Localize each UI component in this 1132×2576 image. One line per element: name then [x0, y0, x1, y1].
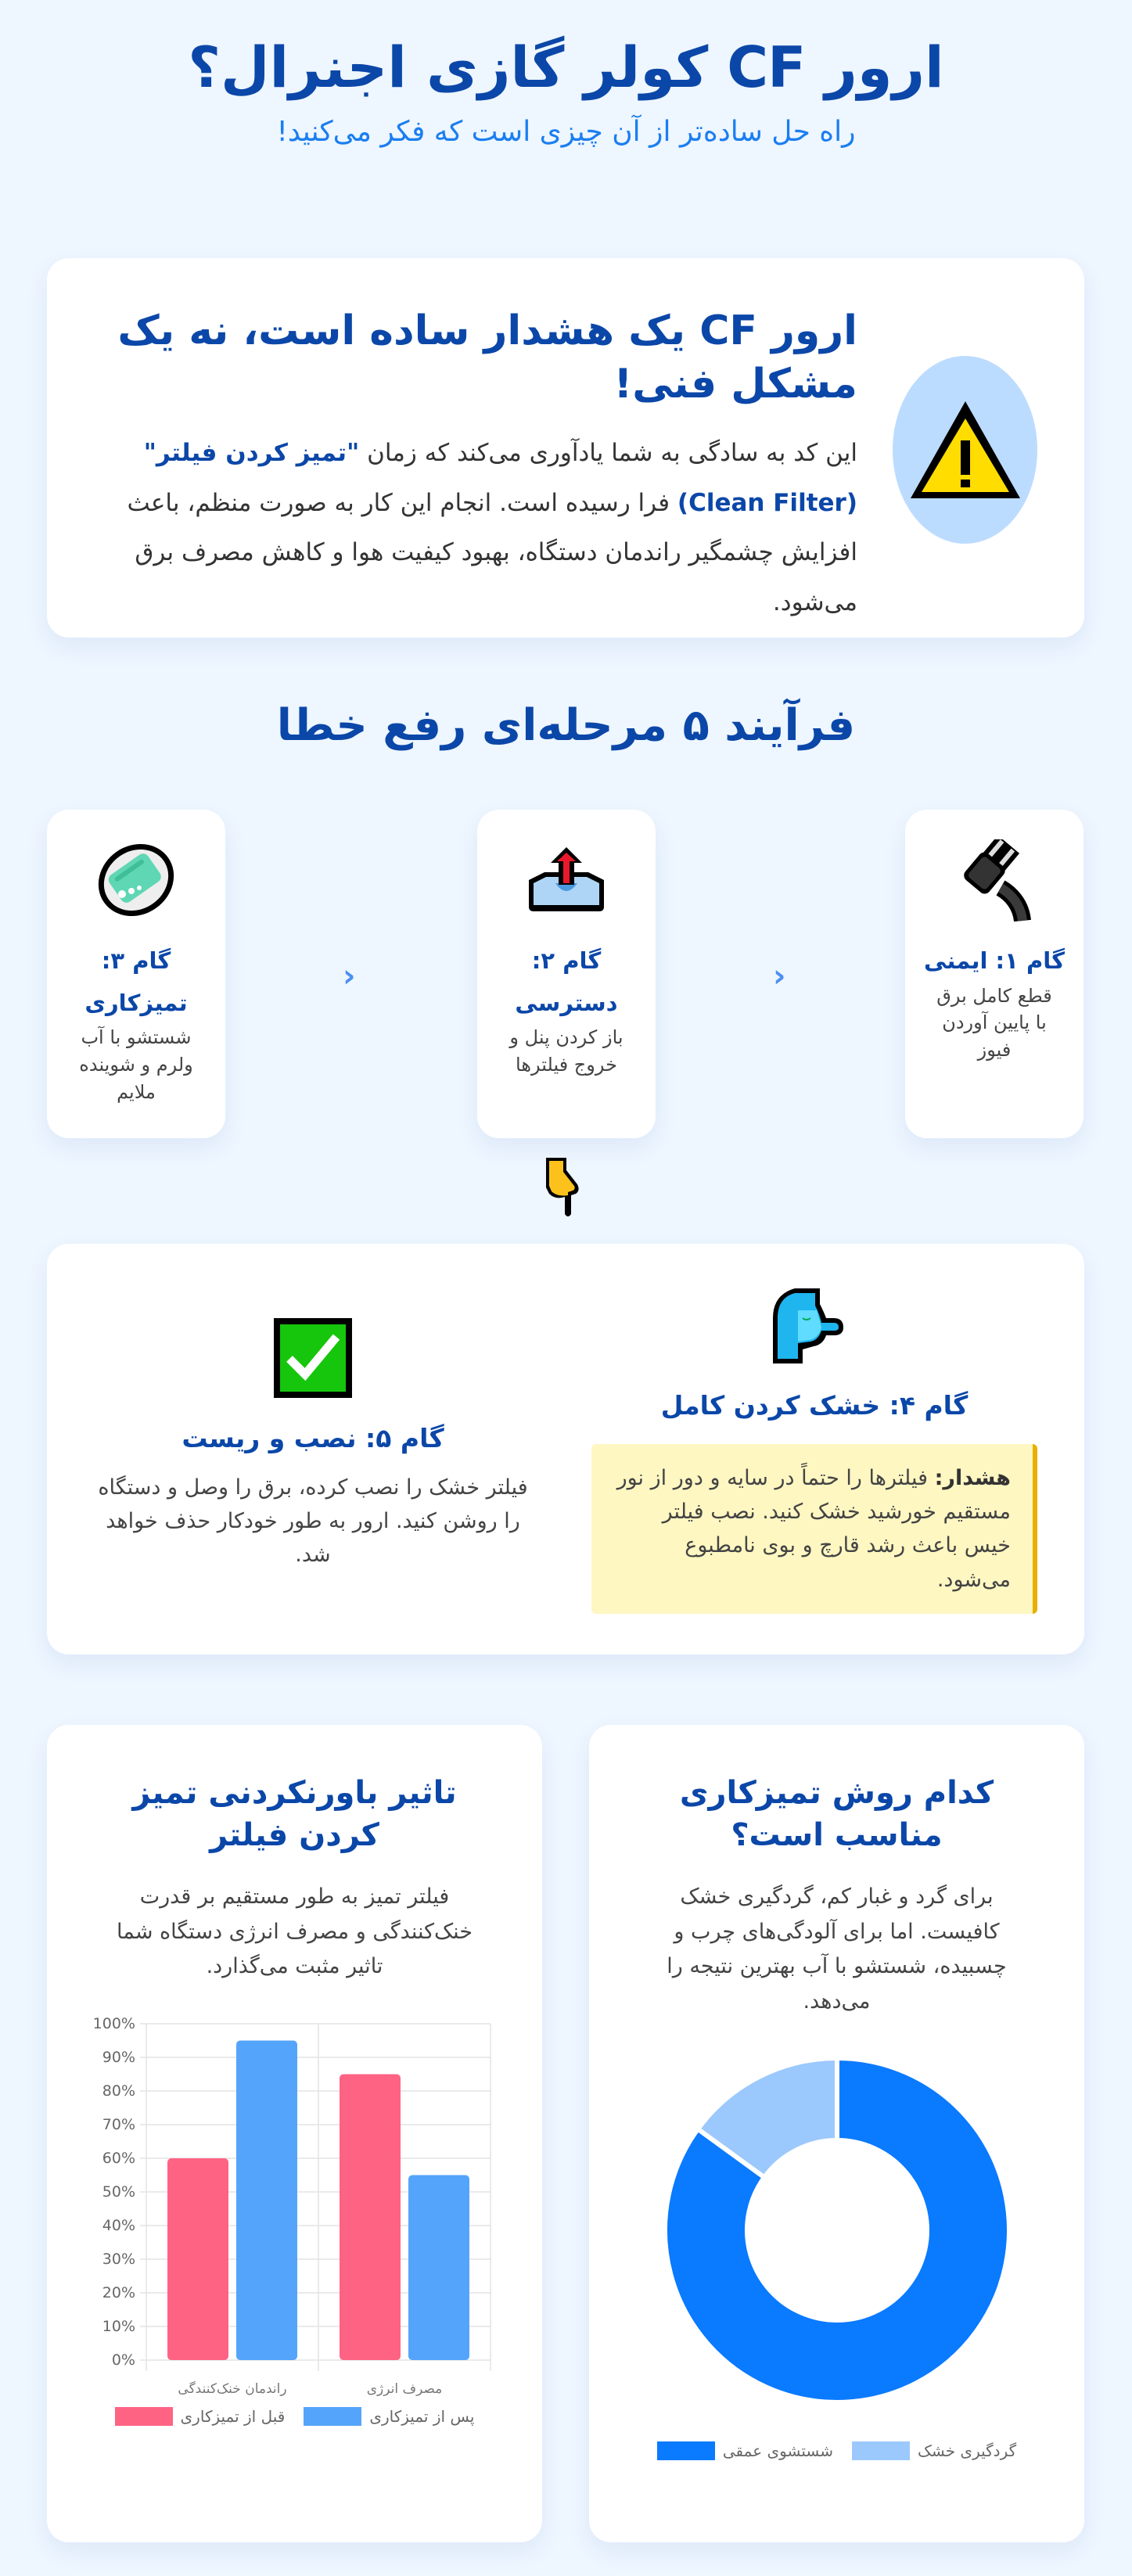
legend-item-deep[interactable] — [657, 2441, 833, 2460]
intro-body-text-2: فرا رسیده است. انجام این کار به صورت منظم، باعث افزایش چشمگیر راندمان دستگاه، بهبود کیفیت هوا و کاهش مصرف برق می‌شود. — [127, 488, 857, 616]
step-3-title: گام ۳: تمیزکاری — [84, 947, 188, 1016]
svg-text:30%: 30% — [102, 2250, 135, 2268]
doughnut-legend — [589, 2441, 1084, 2460]
clean-filter-highlight: "تمیز کردن فیلتر" (Clean Filter) — [143, 439, 857, 517]
legend-item-after[interactable] — [304, 2407, 474, 2426]
soap-icon — [95, 839, 177, 921]
steps-4-5-card — [47, 1244, 1084, 1654]
step-5-title: گام ۵: نصب و ریست — [181, 1423, 444, 1453]
legend-label: گردگیری خشک — [917, 2441, 1017, 2461]
svg-text:60%: 60% — [102, 2149, 135, 2167]
intro-card — [47, 258, 1084, 638]
method-card — [589, 1725, 1084, 2542]
step-3-desc: شستشو با آب ولرم و شوینده ملایم — [79, 1026, 193, 1103]
legend-swatch — [304, 2407, 361, 2426]
svg-text:20%: 20% — [102, 2283, 135, 2301]
step-2-title: گام ۲: دسترسی — [515, 947, 618, 1016]
svg-text:100%: 100% — [92, 2014, 135, 2032]
svg-text:70%: 70% — [102, 2115, 135, 2133]
method-desc: برای گرد و غبار کم، گردگیری خشک کافیست. اما برای آلودگی‌های چرب و چسبیده، شستشو با آب بهترین نتیجه را می‌دهد. — [667, 1884, 1007, 2014]
legend-swatch — [115, 2407, 173, 2426]
step-3-card — [47, 810, 225, 1138]
svg-text:40%: 40% — [102, 2216, 135, 2234]
impact-desc: فیلتر تمیز به طور مستقیم بر قدرت خنک‌کنندگی و مصرف انرژی دستگاه شما تاثیر مثبت می‌گذارد. — [116, 1884, 473, 1979]
warning-text: فیلترها را حتماً در سایه و دور از نور مستقیم خورشید خشک کنید. نصب فیلتر خیس باعث رشد قارچ و بوی نامطبوع می‌شود. — [616, 1466, 1011, 1592]
warning-icon — [907, 395, 1024, 505]
svg-text:مصرف انرژی: مصرف انرژی — [366, 2380, 442, 2397]
face-exhaling-icon — [771, 1287, 857, 1365]
outbox-tray-icon — [526, 847, 607, 913]
svg-text:0%: 0% — [111, 2351, 135, 2369]
drying-warning-box — [591, 1444, 1037, 1614]
process-title: فرآیند ۵ مرحله‌ای رفع خطا — [276, 700, 856, 751]
bar-chart — [47, 2008, 542, 2402]
intro-body — [106, 429, 857, 627]
doughnut-chart — [589, 2035, 1084, 2429]
hero — [0, 31, 1132, 148]
step-1-card — [905, 810, 1083, 1138]
legend-item-before[interactable] — [115, 2407, 286, 2426]
legend-label: پس از تمیزکاری — [369, 2406, 475, 2426]
pointing-down-hand-icon — [540, 1156, 587, 1222]
page-title: ارور CF کولر گازی اجنرال؟ — [188, 34, 944, 100]
legend-swatch — [657, 2441, 715, 2460]
step-1-desc: قطع کامل برق با پایین آوردن فیوز — [936, 984, 1052, 1062]
legend-label: شستشوی عمقی — [722, 2441, 833, 2461]
method-title: کدام روش تمیزکاری مناسب است؟ — [679, 1775, 994, 1853]
warning-label: هشدار: — [934, 1466, 1011, 1490]
electric-plug-icon — [955, 839, 1033, 922]
step-4-title: گام ۴: خشک کردن کامل — [660, 1390, 968, 1421]
legend-item-dry[interactable] — [852, 2441, 1016, 2460]
step-2-card — [477, 810, 656, 1138]
svg-text:راندمان خنک‌کنندگی: راندمان خنک‌کنندگی — [177, 2380, 287, 2397]
bar — [340, 2074, 401, 2360]
step-5 — [94, 1318, 532, 1572]
page-subtitle: راه حل ساده‌تر از آن چیزی است که فکر می‌کنید! — [276, 115, 856, 148]
svg-text:90%: 90% — [102, 2048, 135, 2066]
step-2-desc: باز کردن پنل و خروج فیلترها — [509, 1026, 623, 1076]
impact-card — [47, 1725, 542, 2542]
bar — [167, 2158, 228, 2360]
bar-legend — [47, 2407, 542, 2426]
chevron-left-icon: ‹ — [343, 958, 356, 994]
legend-swatch — [852, 2441, 910, 2460]
check-mark-button-icon — [274, 1318, 352, 1398]
warning-badge — [893, 356, 1037, 544]
svg-text:80%: 80% — [102, 2082, 135, 2100]
impact-title: تاثیر باورنکردنی تمیز کردن فیلتر — [132, 1775, 457, 1853]
bar — [408, 2175, 469, 2360]
bar — [236, 2040, 297, 2360]
step-5-desc: فیلتر خشک را نصب کرده، برق را وصل و دستگاه را روشن کنید. ارور به طور خودکار حذف خواهد شد. — [98, 1475, 528, 1568]
chevron-left-icon: ‹ — [773, 958, 786, 994]
intro-heading: ارور CF یک هشدار ساده است، نه یک مشکل فنی! — [117, 307, 857, 408]
legend-label: قبل از تمیزکاری — [180, 2406, 286, 2426]
step-1-title: گام ۱: ایمنی — [924, 947, 1065, 974]
svg-text:10%: 10% — [102, 2317, 135, 2335]
svg-text:50%: 50% — [102, 2183, 135, 2201]
step-4 — [591, 1287, 1037, 1614]
intro-body-text: این کد به سادگی به شما یادآوری می‌کند که زمان — [359, 439, 857, 467]
